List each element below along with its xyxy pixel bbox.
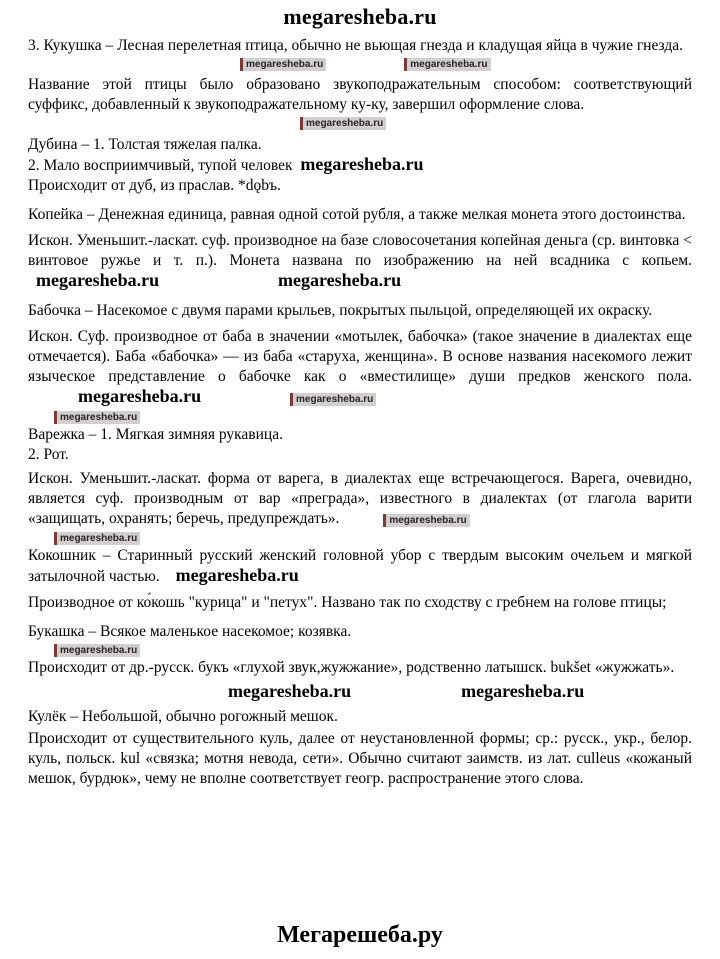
kulek-etymology: Происходит от существительного куль, далее от неустановленной формы; ср.: русск., укр., белор. куль, польск. kul «связка; мотня невода, сети». Обычно считают заимств. из лат. culleus «кожаный мешок, бурдюк», чему не вполне соответствует геогр. распространение этого слова. xyxy=(28,730,692,787)
watermark-small: megaresheba.ru xyxy=(383,514,469,527)
entry-kopeyka xyxy=(28,205,692,301)
watermark-small: megaresheba.ru xyxy=(290,393,376,406)
watermark-bold: megaresheba.ru xyxy=(175,565,299,585)
definition-text: 2. Мало восприимчивый, тупой человек xyxy=(28,157,293,174)
watermark-row xyxy=(54,532,692,545)
entry-babochka xyxy=(28,301,692,410)
bukashka-definition: Букашка – Всякое маленькое насекомое; козявка. xyxy=(28,623,352,640)
varezhka-definition-1: Варежка – 1. Мягкая зимняя рукавица. xyxy=(28,426,283,443)
etymology-text: Искон. Уменьшит.-ласкат. суф. производное на базе словосочетания копейная деньга (ср. винтовка < винтовое ружье и т. п.). Монета названа по изображению на ней всадника с копьем. xyxy=(28,232,692,269)
etymology-text: Искон. Уменьшит.-ласкат. форма от варега, в диалектах еще встречающегося. Варега, очевидно, является суф. производным от вар «преграда», известного в диалектах (от глагола варити «защищать, охранять; беречь, предупреждать». xyxy=(28,470,692,527)
definition-text: Кокошник – Старинный русский женский головной убор с твердым высоким очельем и мягкой затылочной частью. xyxy=(28,547,692,585)
watermark-row xyxy=(228,682,692,700)
watermark-bold: megaresheba.ru xyxy=(228,681,352,701)
watermark-bold: megaresheba.ru xyxy=(78,386,202,406)
kopeyka-definition: Копейка – Денежная единица, равная одной сотой рубля, а также мелкая монета этого достоинства. xyxy=(28,206,686,223)
watermark-bold: megaresheba.ru xyxy=(278,270,402,290)
entry-kukushka xyxy=(28,36,692,135)
bukashka-etymology: Происходит от др.-русск. букъ «глухой звук,жужжание», родственно латышск. bukšet «жужжать». xyxy=(28,659,675,676)
kukushka-etymology: Название этой птицы было образовано звукоподражательным способом: соответствующий суффикс, добавленный к звукоподражательному ку-ку, завершил оформление слова. xyxy=(28,76,692,113)
varezhka-definition-2: 2. Рот. xyxy=(28,446,69,463)
babochka-definition: Бабочка – Насекомое с двумя парами крыльев, покрытых пыльцой, определяющей их окраску. xyxy=(28,302,653,319)
varezhka-etymology xyxy=(28,469,692,529)
kokoshnik-definition xyxy=(28,546,692,587)
watermark-small: megaresheba.ru xyxy=(54,644,140,657)
babochka-etymology xyxy=(28,327,692,408)
watermark-small: megaresheba.ru xyxy=(404,58,490,71)
watermark-row xyxy=(240,58,692,71)
dubina-etymology: Происходит от дуб, из праслав. *dǫbъ. xyxy=(28,177,281,194)
kukushka-definition: 3. Кукушка – Лесная перелетная птица, обычно не вьющая гнезда и кладущая яйца в чужие гнезда. xyxy=(28,37,684,54)
watermark-row xyxy=(54,644,692,657)
watermark-small: megaresheba.ru xyxy=(54,411,140,424)
dubina-definition-2 xyxy=(28,155,692,176)
watermark-bold: megaresheba.ru xyxy=(36,270,160,290)
footer-title: Мегарешеба.ру xyxy=(277,922,443,948)
entry-varezhka xyxy=(28,410,692,531)
watermark-small: megaresheba.ru xyxy=(54,532,140,545)
watermark-bold: megaresheba.ru xyxy=(300,154,424,174)
dubina-definition-1: Дубина – 1. Толстая тяжелая палка. xyxy=(28,136,262,153)
entry-bukashka xyxy=(28,622,692,707)
watermark-small: megaresheba.ru xyxy=(240,58,326,71)
etymology-text: Искон. Суф. производное от баба в значении «мотылек, бабочка» (такое значение в диалектах еще отмечается). Баба «бабочка» — из баба «старуха, женщина». В основе названия насекомого лежит языческое представление о бабочке как о «вместилище» души предков женского пола. xyxy=(28,328,692,385)
kulek-definition: Кулёк – Небольшой, обычно рогожный мешок. xyxy=(28,708,338,725)
watermark-bold: megaresheba.ru xyxy=(461,681,585,701)
watermark-row xyxy=(54,411,692,424)
entry-dubina xyxy=(28,135,692,205)
watermark-row xyxy=(300,117,692,130)
kokoshnik-etymology: Производное от ко́кошь "курица" и "петух". Названо так по сходству с гребнем на голове птицы; xyxy=(28,594,667,611)
kopeyka-etymology xyxy=(28,231,692,292)
entry-kulek xyxy=(28,707,692,789)
header-watermark: megaresheba.ru xyxy=(283,4,437,29)
watermark-small: megaresheba.ru xyxy=(300,117,386,130)
entry-kokoshnik xyxy=(28,531,692,622)
